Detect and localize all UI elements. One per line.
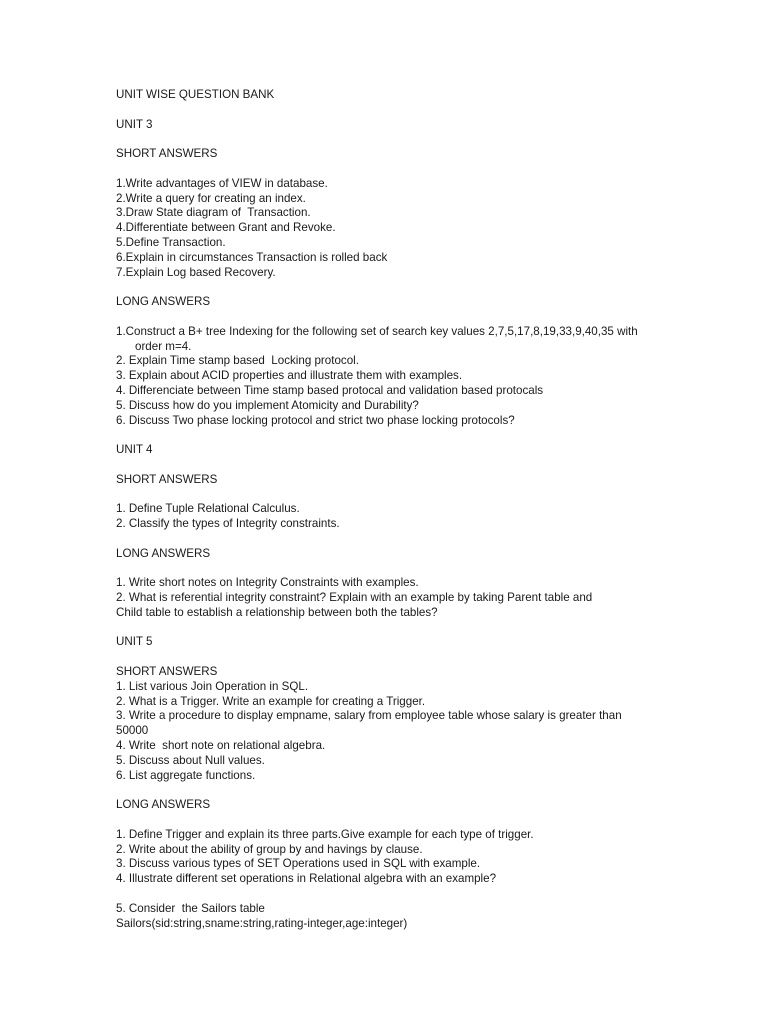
question-line: 2. Write about the ability of group by and havings by clause.	[116, 842, 423, 856]
unit3-short-heading: SHORT ANSWERS	[116, 147, 218, 161]
unit4-heading: UNIT 4	[116, 443, 153, 457]
question-line: 5. Discuss how do you implement Atomicity and Durability?	[116, 398, 419, 412]
question-line: 1. Write short notes on Integrity Constraints with examples.	[116, 576, 419, 590]
unit3-long-heading: LONG ANSWERS	[116, 295, 211, 309]
question-line: 1. Define Trigger and explain its three parts.Give example for each type of trigger.	[116, 827, 534, 841]
question-line: 3.Draw State diagram of Transaction.	[116, 206, 311, 220]
question-line: 5. Consider the Sailors table	[116, 901, 265, 915]
question-line: 1.Construct a B+ tree Indexing for the following set of search key values 2,7,5,17,8,19,33,9,40,35 with	[116, 324, 638, 338]
question-line: 2. What is a Trigger. Write an example for creating a Trigger.	[116, 694, 426, 708]
question-line: 4. Write short note on relational algebra.	[116, 739, 326, 753]
question-line-continued: order m=4.	[135, 339, 192, 353]
question-line: 3. Write a procedure to display empname, salary from employee table whose salary is greater than	[116, 709, 622, 723]
document-title: UNIT WISE QUESTION BANK	[116, 88, 275, 101]
unit4-long-heading: LONG ANSWERS	[116, 546, 211, 560]
question-line: 1. Define Tuple Relational Calculus.	[116, 502, 300, 516]
question-line: 3. Discuss various types of SET Operations used in SQL with example.	[116, 857, 481, 871]
question-line: 4.Differentiate between Grant and Revoke.	[116, 221, 336, 235]
question-line: 4. Illustrate different set operations in Relational algebra with an example?	[116, 872, 497, 886]
question-line: Sailors(sid:string,sname:string,rating-integer,age:integer)	[116, 916, 408, 930]
question-line: 3. Explain about ACID properties and illustrate them with examples.	[116, 369, 463, 383]
question-line: 50000	[116, 724, 149, 738]
question-line: 5.Define Transaction.	[116, 235, 226, 249]
unit5-short-heading: SHORT ANSWERS	[116, 665, 218, 679]
unit5-heading: UNIT 5	[116, 635, 153, 649]
unit3-heading: UNIT 3	[116, 117, 153, 131]
unit5-long-heading: LONG ANSWERS	[116, 798, 211, 812]
question-line: 6.Explain in circumstances Transaction is rolled back	[116, 250, 388, 264]
question-line: 2. What is referential integrity constraint? Explain with an example by taking Parent table and	[116, 591, 593, 605]
question-line: 2. Explain Time stamp based Locking protocol.	[116, 354, 359, 368]
question-line: 2. Classify the types of Integrity constraints.	[116, 517, 340, 531]
question-line: Child table to establish a relationship between both the tables?	[116, 605, 438, 619]
unit4-short-heading: SHORT ANSWERS	[116, 472, 218, 486]
question-line: 2.Write a query for creating an index.	[116, 191, 306, 205]
question-line: 7.Explain Log based Recovery.	[116, 265, 276, 279]
question-line: 1. List various Join Operation in SQL.	[116, 679, 309, 693]
document-page	[116, 88, 656, 931]
question-line: 6. List aggregate functions.	[116, 768, 256, 782]
question-line: 5. Discuss about Null values.	[116, 753, 265, 767]
question-line: 6. Discuss Two phase locking protocol and strict two phase locking protocols?	[116, 413, 515, 427]
question-line: 1.Write advantages of VIEW in database.	[116, 176, 328, 190]
question-line: 4. Differenciate between Time stamp based protocal and validation based protocals	[116, 383, 544, 397]
